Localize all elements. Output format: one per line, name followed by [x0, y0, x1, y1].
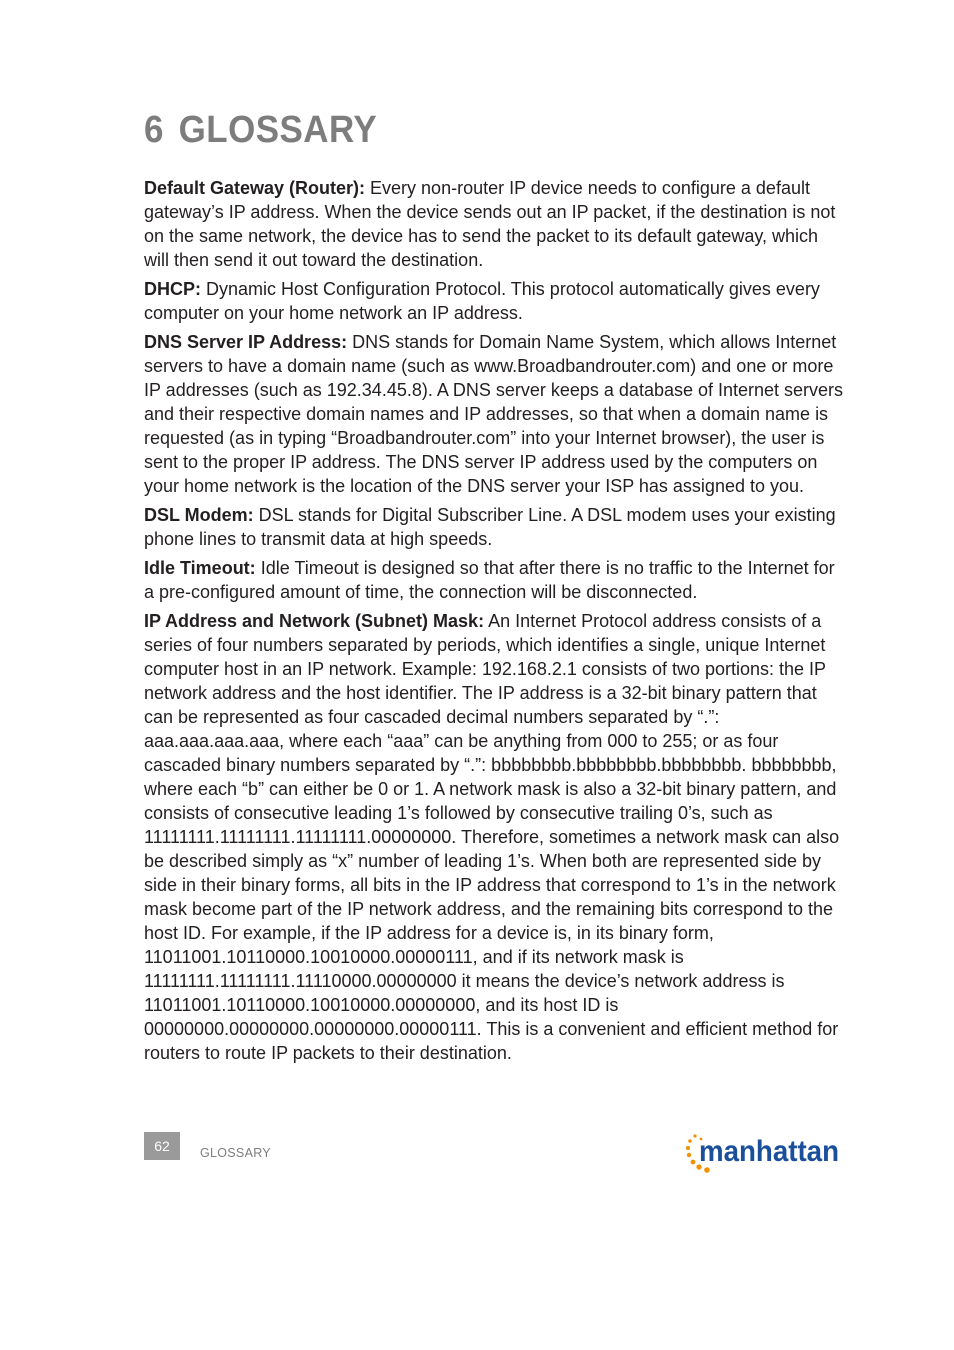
glossary-entry-dsl-modem [144, 503, 844, 551]
page-number-badge: 62 [144, 1132, 180, 1160]
glossary-term: IP Address and Network (Subnet) Mask: [144, 611, 485, 631]
glossary-term: Idle Timeout: [144, 558, 256, 578]
glossary-definition: DNS stands for Domain Name System, which allows Internet servers to have a domain name (such as www.Broadbandrouter.com) and one or more IP addresses (such as 192.34.45.8). A DNS server keeps a database of Internet servers and their respective domain names and IP addresses, so that when a domain name is requested (as in typing “Broadbandrouter.com” into your Internet browser), the user is sent to the proper IP address. The DNS server IP address used by the computers on your home network is the location of the DNS server your ISP has assigned to you. [144, 332, 844, 496]
glossary-entry-dhcp [144, 277, 844, 325]
glossary-entry-default-gateway [144, 176, 844, 272]
glossary-term: DSL Modem: [144, 505, 254, 525]
glossary-term: Default Gateway (Router): [144, 178, 366, 198]
page-title [144, 104, 377, 156]
glossary-definition: Every non-router IP device needs to configure a default gateway’s IP address. When the device sends out an IP packet, if the destination is not on the same network, the device has to send the packet to its default gateway, which will then send it out toward the destination. [144, 178, 836, 270]
glossary-content [144, 176, 844, 1070]
chapter-title: GLOSSARY [178, 109, 378, 151]
glossary-term: DNS Server IP Address: [144, 332, 348, 352]
glossary-entry-ip-address [144, 609, 844, 1065]
glossary-entry-idle-timeout [144, 556, 844, 604]
glossary-term: DHCP: [144, 279, 201, 299]
manhattan-logo [684, 1126, 844, 1178]
footer-section-label: GLOSSARY [200, 1146, 271, 1160]
glossary-definition: An Internet Protocol address consists of a series of four numbers separated by periods, which identifies a single, unique Internet computer host in an IP network. Example: 192.168.2.1 consists of two portions: the IP network address and the host identifier. The IP address is a 32-bit binary pattern that can be represented as four cascaded decimal numbers separated by “.”: aaa.aaa.aaa.aaa, where each “aaa” can be anything from 000 to 255; or as four cascaded binary numbers separated by “.”: bbbbbbbb.bbbbbbbb.bbbbbbbb. bbbbbbbb, where each “b” can either be 0 or 1. A network mask is also a 32-bit binary pattern, and consists of consecutive leading 1’s followed by consecutive trailing 0’s, such as 11111111.11111111.11111111.00000000. Therefore, sometimes a network mask can also be described simply as “x” number of leading 1’s. When both are represented side by side in their binary forms, all bits in the IP address that correspond to 1’s in the network mask become part of the IP network address, and the remaining bits correspond to the host ID. For example, if the IP address for a device is, in its binary form, 11011001.10110000.10010000.00000111, and if its network mask is 11111111.11111111.11110000.00000000 it means the device’s network address is 11011001.10110000.10010000.00000000, and its host ID is 00000000.00000000.00000000.00000111. This is a convenient and efficient method for routers to route IP packets to their destination. [144, 611, 840, 1063]
glossary-definition: Dynamic Host Configuration Protocol. This protocol automatically gives every computer on your home network an IP address. [144, 279, 820, 323]
chapter-number: 6 [144, 109, 164, 151]
logo-text: manhattan [699, 1135, 839, 1168]
glossary-definition: DSL stands for Digital Subscriber Line. A DSL modem uses your existing phone lines to transmit data at high speeds. [144, 505, 836, 549]
glossary-definition: Idle Timeout is designed so that after there is no traffic to the Internet for a pre-configured amount of time, the connection will be disconnected. [144, 558, 835, 602]
glossary-entry-dns-server [144, 330, 844, 498]
